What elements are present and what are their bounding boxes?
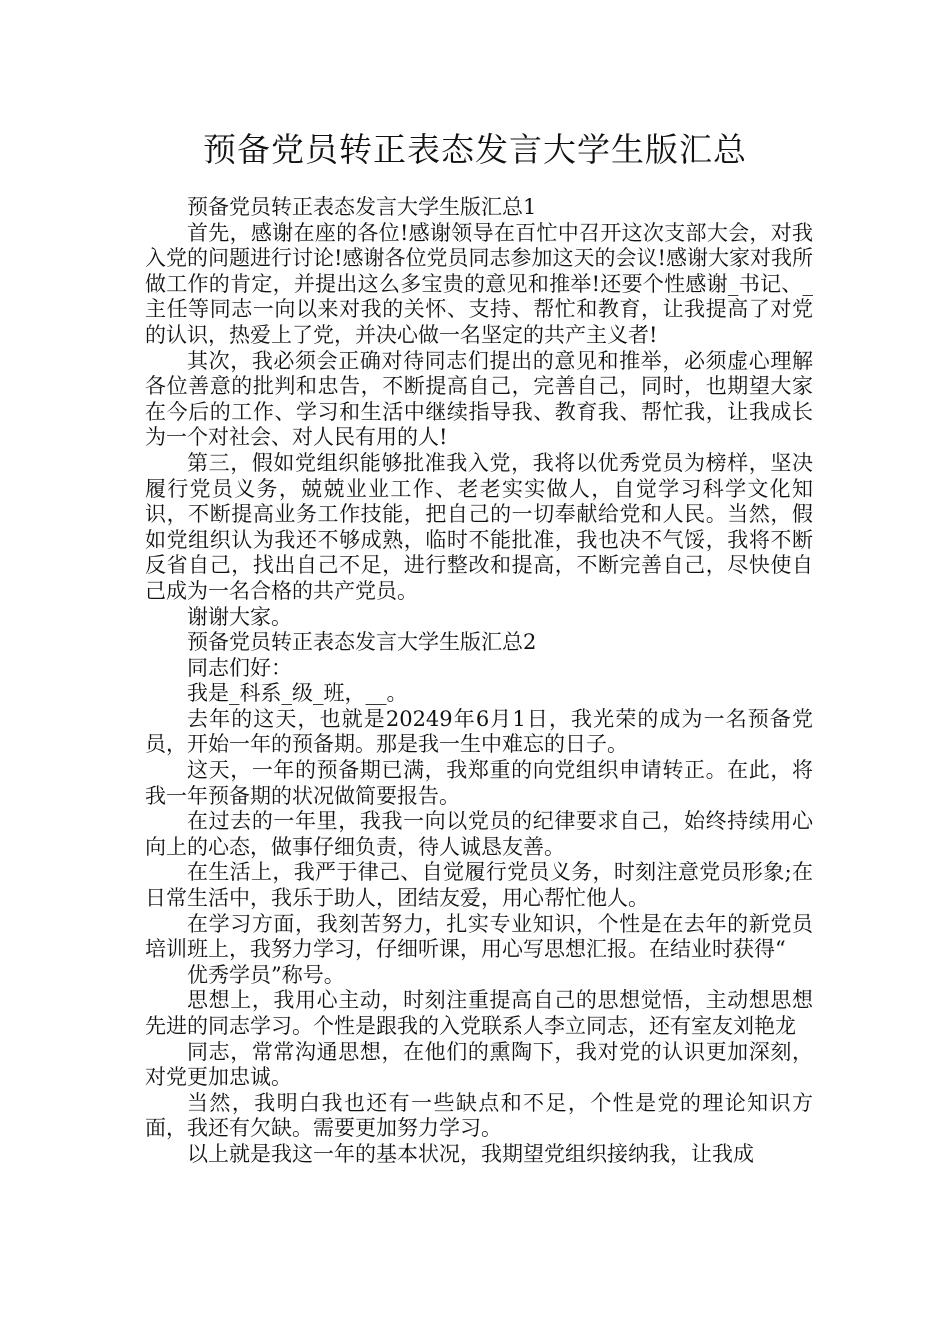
paragraph-thirdly: 第三，假如党组织能够批准我入党，我将以优秀党员为榜样，坚决履行党员义务，兢兢业业工作、老老实实做人，自觉学习科学文化知识，不断提高业务工作技能，把自己的一切奉献给党和人民。当然，假如党组织认为我还不够成熟，临时不能批准，我也决不气馁，我将不断反省自己，找出自己不足，进行整改和提高，不断完善自己，尽快使自己成为一名合格的共产党员。 [145, 450, 813, 603]
document-body [145, 195, 813, 1168]
paragraph-past-year: 在过去的一年里，我我一向以党员的纪律要求自己，始终持续用心向上的心态，做事仔细负责，待人诚恳友善。 [145, 809, 813, 859]
paragraph-last-year: 去年的这天，也就是20249年6月1日，我光荣的成为一名预备党员，开始一年的预备期。那是我一生中难忘的日子。 [145, 706, 813, 757]
paragraph-greeting: 同志们好： [187, 655, 292, 680]
section-heading-2: 预备党员转正表态发言大学生版汇总2 [187, 630, 537, 655]
paragraph-thanks: 首先，感谢在座的各位!感谢领导在百忙中召开这次支部大会，对我入党的问题进行讨论!感谢各位党员同志参加这天的会议!感谢大家对我所做工作的肯定，并提出这么多宝贵的意见和推举!还要个性感谢_书记、_主任等同志一向以来对我的关怀、支持、帮忙和教育，让我提高了对党的认识，热爱上了党，并决心做一名坚定的共产主义者! [145, 220, 813, 347]
paragraph-life: 在生活上，我严于律己、自觉履行党员义务，时刻注意党员形象;在日常生活中，我乐于助人，团结友爱，用心帮忙他人。 [145, 860, 813, 911]
paragraph-study: 在学习方面，我刻苦努力，扎实专业知识，个性是在去年的新党员培训班上，我努力学习，仔细听课，用心写思想汇报。在结业时获得“ [145, 911, 813, 962]
paragraph-closing-thanks: 谢谢大家。 [187, 604, 292, 629]
paragraph-thought: 思想上，我用心主动，时刻注重提高自己的思想觉悟，主动想思想先进的同志学习。个性是跟我的入党联系人李立同志，还有室友刘艳龙 [145, 988, 813, 1038]
paragraph-shortcomings: 当然，我明白我也还有一些缺点和不足，个性是党的理论知识方面，我还有欠缺。需要更加努力学习。 [145, 1090, 813, 1141]
paragraph-application: 这天，一年的预备期已满，我郑重的向党组织申请转正。在此，将我一年预备期的状况做简要报告。 [145, 758, 813, 808]
paragraph-comrade: 同志，常常沟通思想，在他们的熏陶下，我对党的认识更加深刻，对党更加忠诚。 [145, 1039, 813, 1090]
paragraph-self-intro: 我是_科系_级_班，__。 [187, 681, 408, 706]
paragraph-award: 优秀学员”称号。 [187, 962, 345, 987]
section-heading-1: 预备党员转正表态发言大学生版汇总1 [187, 195, 537, 219]
paragraph-secondly: 其次，我必须会正确对待同志们提出的意见和推举，必须虚心理解各位善意的批判和忠告，不断提高自己，完善自己，同时，也期望大家在今后的工作、学习和生活中继续指导我、教育我、帮忙我，让我成长为一个对社会、对人民有用的人! [145, 348, 813, 450]
document-title: 预备党员转正表态发言大学生版汇总 [203, 130, 747, 169]
paragraph-summary: 以上就是我这一年的基本状况，我期望党组织接纳我，让我成 [187, 1141, 754, 1166]
